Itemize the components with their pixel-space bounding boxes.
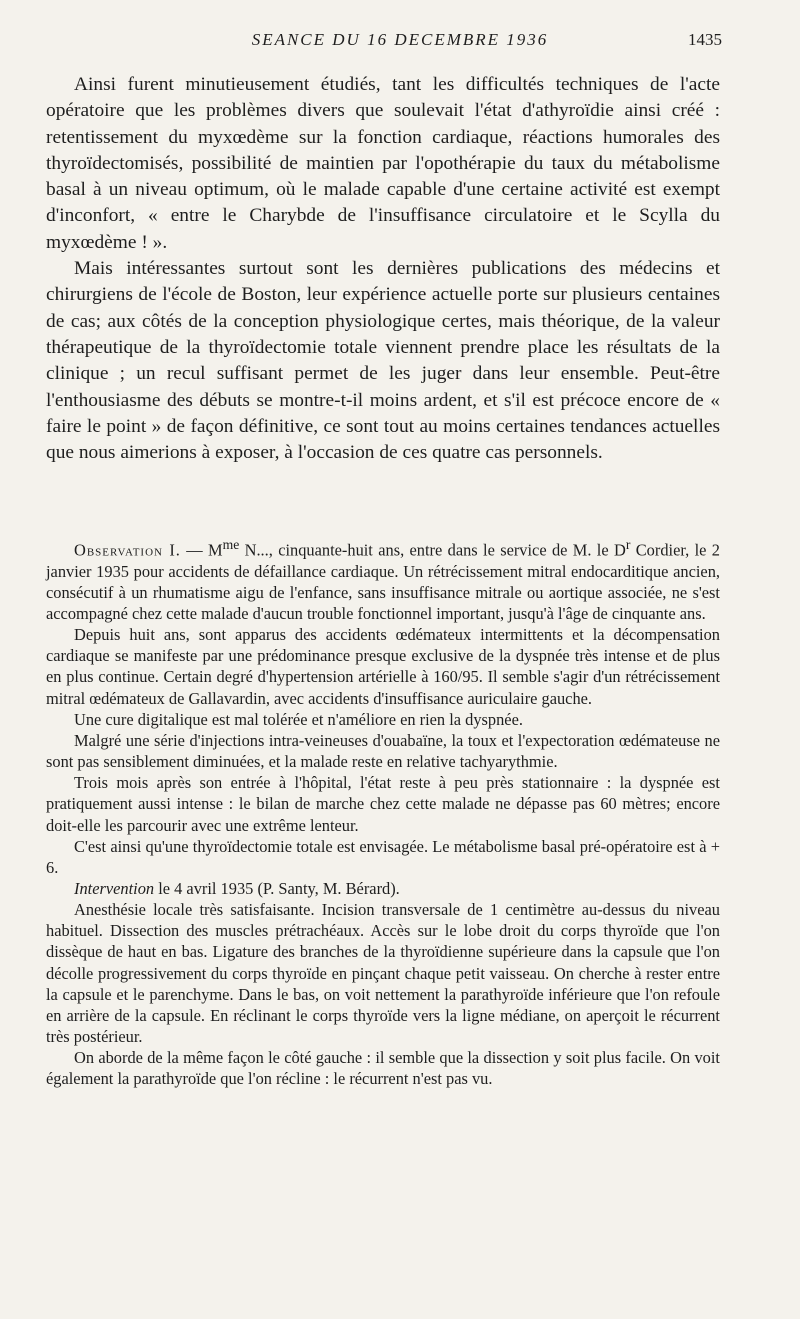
- intro-text: [46, 72, 720, 466]
- intro-paragraph: Mais intéressantes surtout sont les dernières publications des médecins et chirurgiens de l'école de Boston, leur expérience actuelle porte sur plusieurs centaines de cas; aux côtés de la conception physiologique certes, mais théorique, de la valeur thérapeutique de la thyroïdectomie totale viennent prendre place les résultats de la clinique ; un recul suffisant permet de les juger dans leur ensemble. Peut-être l'enthousiasme des débuts se montre-t-il moins ardent, et s'il est précoce encore de « faire le point » de façon définitive, ce sont tout au moins certaines tendances actuelles que nous aimerions à exposer, à l'occasion de ces quatre cas personnels.: [46, 258, 720, 464]
- intro-paragraph: Ainsi furent minutieusement étudiés, tant les difficultés techniques de l'acte opératoire que les problèmes divers que soulevait l'état d'athyroïdie ainsi créé : retentissement du myxœdème sur la fonction cardiaque, réactions humorales des thyroïdectomisés, possibilité de maintien par l'opothérapie du taux du métabolisme basal à un niveau optimum, où le malade capable d'une certaine activité est exempt d'inconfort, « entre le Charybde de l'insuffisance circulatoire et le Scylla du myxœdème ! ».: [46, 74, 720, 253]
- intervention-label: Intervention: [74, 878, 155, 898]
- observation-text: — M: [180, 540, 223, 560]
- observation-paragraph: [46, 878, 720, 899]
- observation-paragraph: Une cure digitalique est mal tolérée et n'améliore en rien la dyspnée.: [74, 709, 523, 729]
- observation-paragraph: [46, 534, 720, 624]
- observation-text: me: [222, 537, 240, 552]
- page-header: [0, 30, 800, 56]
- observation-text: r: [625, 537, 631, 552]
- observation-paragraph: Anesthésie locale très satisfaisante. Incision transversale de 1 centimètre au-dessus du niveau habituel. Dissection des muscles prétrachéaux. Accès sur le lobe droit du corps thyroïde que l'on dissèque de haut en bas. Ligature des branches de la thyroïdienne supérieure dans la capsule que l'on décolle progressivement du corps thyroïde en pinçant chaque petit vaisseau. On cherche à rester entre la capsule et le parenchyme. Dans le bas, on voit nettement la parathyroïde inférieure que l'on refoule en arrière de la capsule. En réclinant le corps thyroïde vers la ligne médiane, on aperçoit le récurrent très postérieur.: [46, 900, 720, 1047]
- observation-text: Cordier, le 2 janvier 1935 pour accidents de défaillance cardiaque. Un rétrécissement mitral endocarditique ancien, consécutif à un rhumatisme aigu de l'enfance, sans insuffisance mitrale ou aortique associée, ne s'est accompagné chez cette malade d'aucun trouble fonctionnel important, jusqu'à l'âge de cinquante ans.: [46, 540, 720, 623]
- observation-section: [46, 534, 720, 1090]
- observation-paragraph: Malgré une série d'injections intra-veineuses d'ouabaïne, la toux et l'expectoration œdémateuse ne sont pas sensiblement diminuées, et la malade reste en relative tachyarythmie.: [46, 730, 720, 772]
- observation-paragraph: Depuis huit ans, sont apparus des accidents œdémateux intermittents et la décompensation cardiaque se manifeste par une prédominance presque exclusive de la dyspnée très intense et de plus en plus continue. Certain degré d'hypertension artérielle à 160/95. Il semble s'agir d'un rétrécissement mitral œdémateux de Gallavardin, avec accidents d'insuffisance auriculaire gauche.: [46, 625, 720, 708]
- observation-text: N..., cinquante-huit ans, entre dans le service de M. le D: [239, 540, 626, 560]
- observation-paragraph: C'est ainsi qu'une thyroïdectomie totale est envisagée. Le métabolisme basal pré-opératoire est à + 6.: [46, 836, 720, 877]
- observation-text: le 4 avril 1935 (P. Santy, M. Bérard).: [154, 878, 400, 898]
- running-title: SEANCE DU 16 DECEMBRE 1936: [251, 30, 549, 49]
- observation-paragraph: On aborde de la même façon le côté gauche : il semble que la dissection y soit plus facile. On voit également la parathyroïde que l'on récline : le récurrent n'est pas vu.: [46, 1048, 720, 1089]
- observation-paragraph: Trois mois après son entrée à l'hôpital, l'état reste à peu près stationnaire : la dyspnée est pratiquement aussi intense : le bilan de marche chez cette malade ne dépasse pas 60 mètres; encore doit-elle les parcourir avec une extrême lenteur.: [46, 773, 720, 835]
- page-number: 1435: [688, 30, 722, 49]
- observation-heading: Observation I.: [74, 540, 181, 560]
